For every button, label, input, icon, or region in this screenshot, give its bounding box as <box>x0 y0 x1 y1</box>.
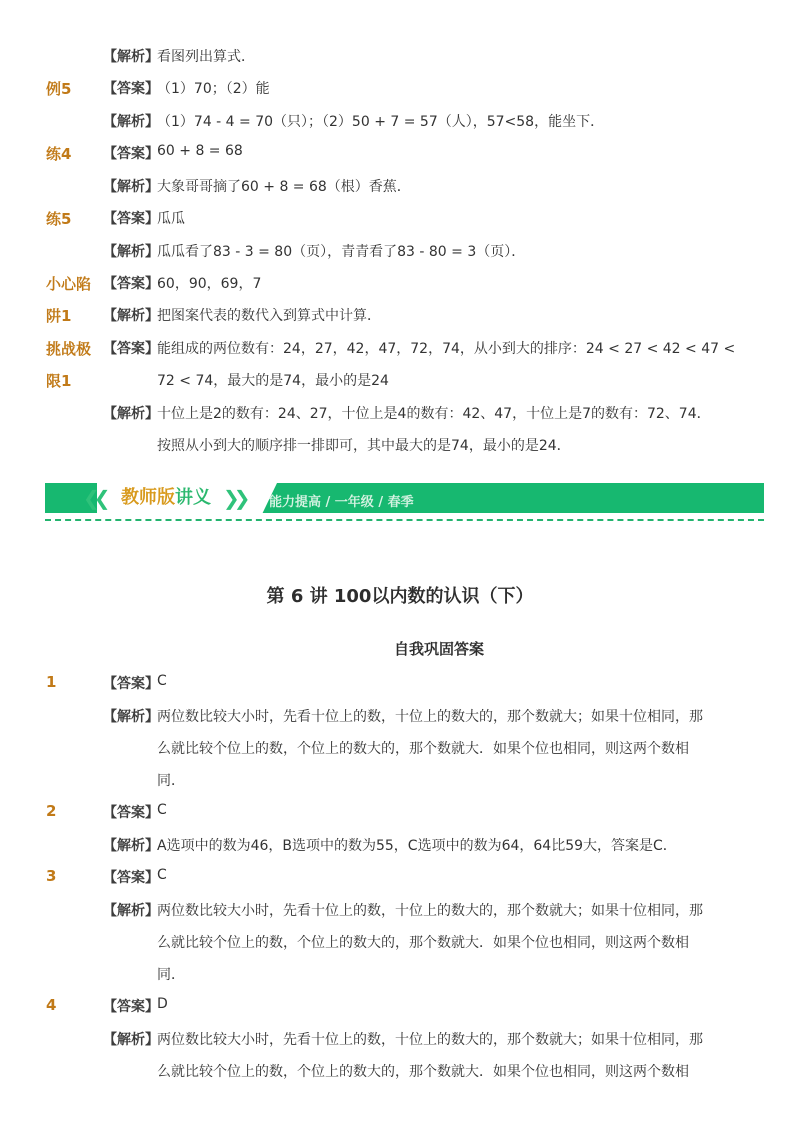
analysis-text-line2: 么就比较个位上的数，个位上的数大的，那个数就大．如果个位也相同，则这两个数相 <box>157 741 689 757</box>
section-label-lian5: 练5 <box>46 210 72 228</box>
double-chevron-right-icon: ❯❯ <box>223 486 245 510</box>
analysis-label: 【解析】 <box>103 903 159 919</box>
answer-text: C <box>157 867 167 883</box>
analysis-text: （1）74 - 4 = 70（只）；（2）50 + 7 = 57（人），57<58，能坐下． <box>157 114 605 130</box>
analysis-text-line1: A选项中的数为46，B选项中的数为55，C选项中的数为64，64比59大，答案是C． <box>157 838 677 854</box>
analysis-label: 【解析】 <box>103 244 159 260</box>
analysis-text: 把图案代表的数代入到算式中计算． <box>157 308 381 324</box>
lecture-title: 第 6 讲 100以内数的认识（下） <box>266 586 534 607</box>
section-label-challenge-line2: 限1 <box>46 372 72 390</box>
analysis-text: 看图列出算式． <box>157 49 255 65</box>
section-label-trap-line1: 小心陷 <box>46 275 92 293</box>
answer-text-line1: 能组成的两位数有：24，27，42，47，72，74，从小到大的排序：24 < 27 < 42 < 47 < <box>157 341 736 357</box>
answer-label: 【答案】 <box>103 341 159 357</box>
answer-text: 60，90，69，7 <box>157 276 262 292</box>
section-label-challenge-line1: 挑战极 <box>46 340 92 358</box>
answer-text: C <box>157 673 167 689</box>
answer-label: 【答案】 <box>103 211 159 227</box>
section-label-trap-line2: 阱1 <box>46 307 72 325</box>
analysis-text-line2: 么就比较个位上的数，个位上的数大的，那个数就大．如果个位也相同，则这两个数相 <box>157 1064 689 1080</box>
analysis-text: 大象哥哥摘了60 + 8 = 68（根）香蕉． <box>157 179 411 195</box>
analysis-text-line1: 两位数比较大小时，先看十位上的数，十位上的数大的，那个数就大；如果十位相同，那 <box>157 709 703 725</box>
section-subtitle: 自我巩固答案 <box>393 640 484 658</box>
answer-label: 【答案】 <box>103 870 159 886</box>
teacher-edition-banner <box>45 483 764 513</box>
answer-label: 【答案】 <box>103 81 159 97</box>
analysis-text-line1: 十位上是2的数有：24、27，十位上是4的数有：42、47，十位上是7的数有：72、74． <box>157 406 711 422</box>
answer-text: D <box>157 996 168 1012</box>
answer-label: 【答案】 <box>103 146 159 162</box>
analysis-text: 瓜瓜看了83 - 3 = 80（页），青青看了83 - 80 = 3（页）． <box>157 244 526 260</box>
analysis-text-line3: 同． <box>157 773 185 789</box>
analysis-text-line3: 同． <box>157 967 185 983</box>
answer-label: 【答案】 <box>103 999 159 1015</box>
banner-title <box>121 489 211 507</box>
analysis-label: 【解析】 <box>103 1032 159 1048</box>
question-number: 1 <box>46 673 57 691</box>
answer-text: C <box>157 802 167 818</box>
analysis-text-line2: 按照从小到大的顺序排一排即可，其中最大的是74，最小的是24． <box>157 438 571 454</box>
analysis-label: 【解析】 <box>103 114 159 130</box>
answer-label: 【答案】 <box>103 805 159 821</box>
analysis-label: 【解析】 <box>103 709 159 725</box>
banner-title-part2: 讲义 <box>175 487 211 508</box>
analysis-text-line2: 么就比较个位上的数，个位上的数大的，那个数就大．如果个位也相同，则这两个数相 <box>157 935 689 951</box>
dashed-divider <box>45 519 764 521</box>
analysis-text-line1: 两位数比较大小时，先看十位上的数，十位上的数大的，那个数就大；如果十位相同，那 <box>157 1032 703 1048</box>
analysis-label: 【解析】 <box>103 179 159 195</box>
banner-title-part1: 教师版 <box>121 487 175 508</box>
answer-text: 瓜瓜 <box>157 211 185 227</box>
question-number: 4 <box>46 996 57 1014</box>
section-label-ex5: 例5 <box>46 80 72 98</box>
answer-label: 【答案】 <box>103 276 159 292</box>
analysis-label: 【解析】 <box>103 49 159 65</box>
section-label-lian4: 练4 <box>46 145 72 163</box>
question-number: 2 <box>46 802 57 820</box>
answer-label: 【答案】 <box>103 676 159 692</box>
answer-text: 60 + 8 = 68 <box>157 143 243 159</box>
answer-text: （1）70；（2）能 <box>157 81 270 97</box>
analysis-text-line1: 两位数比较大小时，先看十位上的数，十位上的数大的，那个数就大；如果十位相同，那 <box>157 903 703 919</box>
answer-text-line2: 72 < 74，最大的是74，最小的是24 <box>157 373 389 389</box>
question-number: 3 <box>46 867 57 885</box>
analysis-label: 【解析】 <box>103 406 159 422</box>
double-chevron-left-icon: ❮❮ <box>83 486 105 510</box>
analysis-label: 【解析】 <box>103 838 159 854</box>
breadcrumb: 能力提高 / 一年级 / 春季 <box>269 495 414 510</box>
analysis-label: 【解析】 <box>103 308 159 324</box>
